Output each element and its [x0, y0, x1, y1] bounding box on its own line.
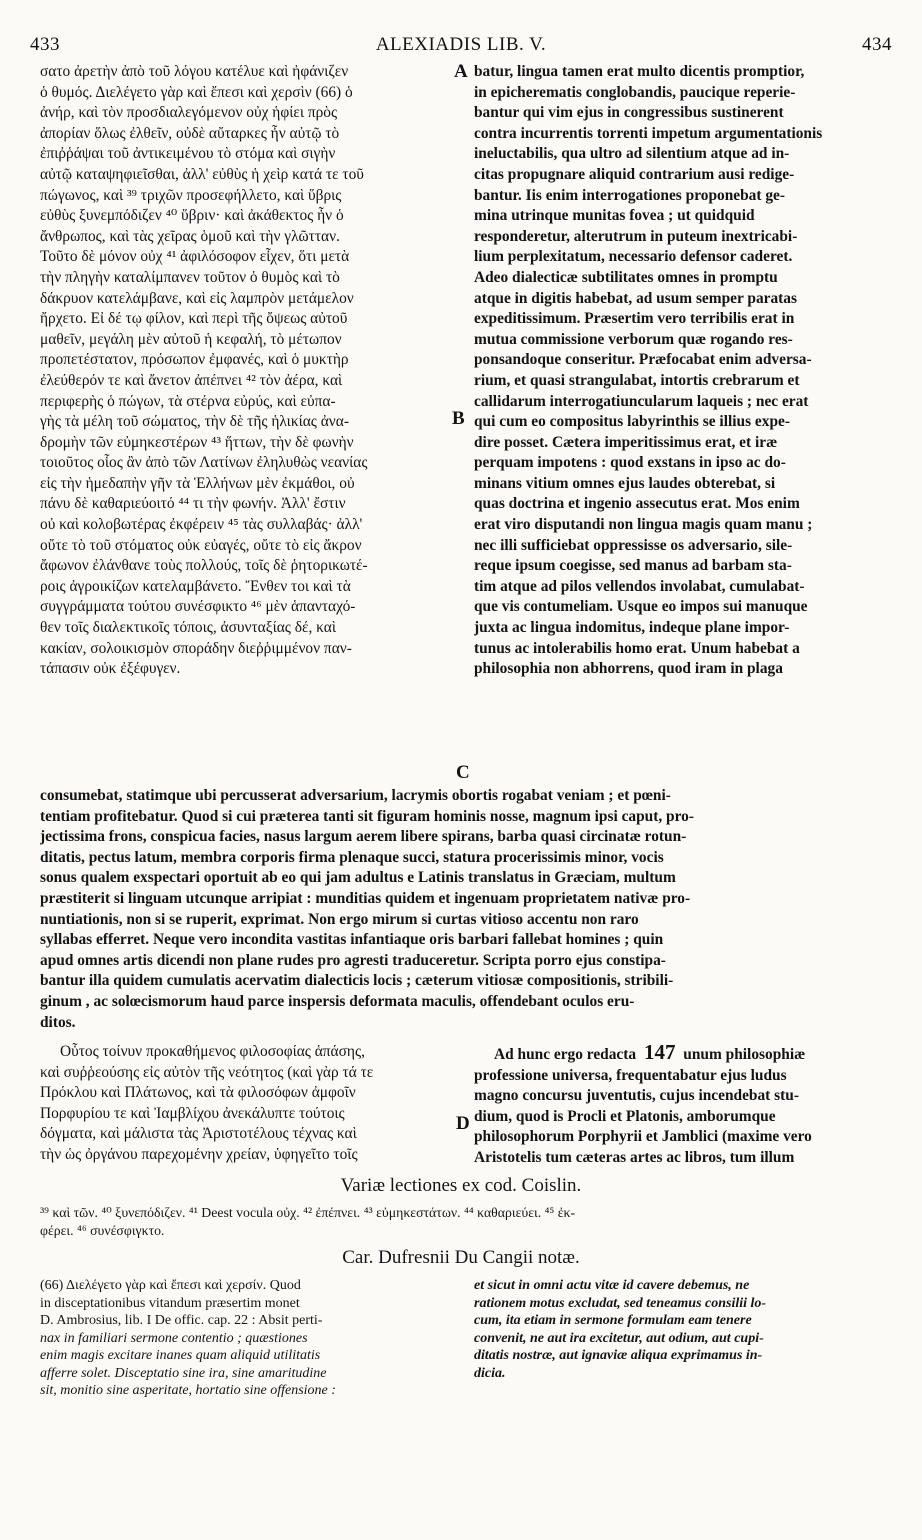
text-line: tentiam profitebatur. Quod si cui præterea tanti sit figuram hominis nosse, magnum ipsi caput, pro-	[40, 807, 694, 825]
text-line: nuntiationis, non si se ruperit, exprimat. Non ergo mirum si curtas vitioso accentu non raro	[40, 910, 639, 928]
text-line	[474, 1042, 888, 1066]
text-line: εἰς τὴν ἡμεδαπὴν γῆν τὰ Ἑλλήνων μὲν ἐκμάθοι, οὐ	[40, 474, 355, 492]
text-line: mina utrinque munitas fovea ; ut quidquid	[474, 207, 755, 225]
text-line: citas propugnare aliquid contrarium ausi redige-	[474, 165, 795, 183]
page-reference-number: 147	[643, 1042, 676, 1064]
notae-title: Car. Dufresnii Du Cangii notæ.	[342, 1247, 580, 1268]
running-title: ALEXIADIS LIB. V.	[375, 34, 547, 55]
text-line: bantur illa quidem cumulatis acervatim dialecticis locis ; cæterum vitiosæ compositionis, stribili-	[40, 972, 674, 990]
text-line: dire posset. Cætera imperitissimus erat, et iræ	[474, 433, 778, 451]
text-line: οὐ καὶ κολοβωτέρας ἐκφέρειν ⁴⁵ τὰς συλλαβάς· ἀλλ'	[40, 516, 363, 534]
text-line: Οὗτος τοίνυν προκαθήμενος φιλοσοφίας ἁπάσης,	[60, 1043, 365, 1060]
text-line: ἤρχετο. Εἰ δέ τῳ φίλον, καὶ περὶ τῆς ὄψεως αὐτοῦ	[40, 310, 348, 328]
text-line: præstiterit si linguam utcunque arripiat : munditias quidem et ingenuam proprietatem nativæ pro-	[40, 889, 691, 907]
text-line: D. Ambrosius, lib. I De offic. cap. 22 : Absit perti-	[40, 1313, 323, 1328]
text-line: (66) Διελέγετο γὰρ καὶ ἔπεσι καὶ χερσίν. Quod	[40, 1278, 301, 1293]
text-line: δρομὴν τῶν εὐμηκεστέρων ⁴³ ἥττων, τὴν δὲ φωνὴν	[40, 433, 354, 451]
text-line: ἐλεύθερόν τε καὶ ἄνετον ἀπέπνει ⁴² τὸν ἀέρα, καὶ	[40, 371, 343, 389]
text-line: Τοῦτο δὲ μόνον οὐχ ⁴¹ ἀφιλόσοφον εἶχεν, ὅτι μετὰ	[40, 248, 350, 266]
latin-full-width-paragraph	[40, 786, 888, 1033]
text-line: καὶ συῤῥεούσης εἰς αὐτὸν τῆς νεότητος (καὶ γὰρ τά τε	[40, 1063, 374, 1081]
text-line: cum, ita etiam in sermone formulam eam tenere	[474, 1313, 752, 1328]
text-line: tim atque ad pilos vellendos involabat, cumulabat-	[474, 577, 805, 595]
text-line: πάνυ δὲ καθαριεύοιτό ⁴⁴ τι τὴν φωνήν. Ἀλλ' ἔστιν	[40, 495, 346, 513]
text-line: convenit, ne aut ira excitetur, aut odium, aut cupi-	[474, 1330, 764, 1346]
text-line: ineluctabilis, qua ultro ad silentium atque ad in-	[474, 145, 790, 163]
text-line: batur, lingua tamen erat multo dicentis promptior,	[474, 63, 805, 80]
text-line: syllabas efferret. Neque vero incondita vastitas infantiaque oris barbari fallebat homines ; quin	[40, 931, 664, 949]
text-line: nax in familiari sermone contentio ; quæstiones	[40, 1330, 308, 1346]
text-line: Adeo dialecticæ subtilitates omnes in promptu	[474, 268, 778, 286]
text-line: εὐθὺς ξυνεμπόδιζεν ⁴⁰ ὕβριν· καὶ ἀκάθεκτος ἦν ὁ	[40, 207, 344, 225]
text-line: jectissima frons, conspicua facies, nasus largum aerem libere spirans, barba quasi circinatæ rotun-	[40, 828, 687, 846]
text-line: mutua commissione verborum quæ rogando res-	[474, 330, 793, 348]
text-line: ἐπιῤῥάψαι τοῦ ἀντικειμένου τὸ στόμα καὶ σιγὴν	[40, 145, 336, 163]
text-line: ditos.	[40, 1013, 76, 1031]
text-line: philosophia non abhorrens, quod iram in plaga	[474, 660, 783, 678]
text-line: τάπασιν οὐκ ἐξέφυγεν.	[40, 660, 181, 678]
margin-marker-c: C	[456, 762, 470, 783]
greek-column-2	[40, 1042, 454, 1166]
text-line: sonus qualem exspectari oportuit ab eo qui jam adultus e Latinis translatus in Græciam, multum	[40, 869, 676, 887]
text-line: γὴς τὰ μέλη τοῦ σώματος, τὴν δὲ τῆς ἡλικίας ἀνα-	[40, 413, 349, 431]
text-line: Πορφυρίου τε καὶ Ἰαμβλίχου ἀνεκάλυπτε τούτοις	[40, 1104, 345, 1122]
text-line: bantur. Iis enim interrogationes proponebat ge-	[474, 186, 785, 204]
text-line: τοιοῦτος οἷος ἂν ἀπὸ τῶν Λατίνων ἐληλυθὼς νεανίας	[40, 454, 368, 472]
text-line: κακίαν, σολοικισμὸν σποράδην διεῤῥιμμένον παν-	[40, 639, 352, 657]
text-line: μαθεῖν, μεγάλη μὲν αὐτοῦ ἡ κεφαλή, τὸ μέτωπον	[40, 330, 342, 348]
text-line: bantur qui vim ejus in congressibus sustinerent	[474, 104, 784, 122]
text-line: responderetur, alterutrum in puteum inextricabi-	[474, 227, 798, 245]
text-line: οὔτε τὸ τοῦ στόματος οὐκ εὐαγές, οὔτε τὸ εἰς ἄκρον	[40, 536, 362, 554]
text-line: expeditissimum. Præsertim vero terribilis erat in	[474, 310, 795, 328]
text-line: tunus ac intolerabilis homo erat. Unum habebat a	[474, 639, 800, 657]
text-fragment: Ad hunc ergo redacta	[494, 1046, 637, 1063]
text-line: προπετέστατον, πρόσωπον ἐμφανές, καὶ ὁ μυκτὴρ	[40, 351, 349, 369]
text-line: ditatis nostræ, aut ignaviæ aliqua exprimamus in-	[474, 1348, 763, 1363]
text-line: σατο ἀρετὴν ἀπὸ τοῦ λόγου κατέλυε καὶ ἠφάνιζεν	[40, 63, 349, 80]
text-line: ἄνθρωπος, καὶ τὰς χεῖρας ὁμοῦ καὶ τὴν γλῶτταν.	[40, 227, 340, 245]
text-line: reque ipsum coegisse, sed manus ad barbam sta-	[474, 557, 792, 575]
greek-column	[40, 62, 454, 680]
text-line: τὴν πληγὴν καταλίμπανεν τοῦτον ὁ θυμὸς καὶ τὸ	[40, 268, 340, 286]
text-line: ³⁹ καὶ τῶν. ⁴⁰ ξυνεπόδιζεν. ⁴¹ Deest vocula οὐχ. ⁴² ἐπέπνει. ⁴³ εὐμηκεστάτων. ⁴⁴ καθαριεύει. ⁴⁵ ἐκ-	[40, 1205, 576, 1220]
text-line: φέρει. ⁴⁶ συνέσφιγκτο.	[40, 1223, 165, 1238]
text-line: enim magis excitare inanes quam aliquid utilitatis	[40, 1348, 321, 1363]
text-line: τὴν ὡς ὀργάνου παρεχομένην χρείαν, ὑφηγεῖτο τοῖς	[40, 1145, 358, 1163]
text-line: Πρόκλου καὶ Πλάτωνος, καὶ τὰ φιλοσόφων ἀμφοῖν	[40, 1084, 356, 1102]
notae-right-column	[474, 1277, 888, 1382]
running-head	[30, 34, 892, 58]
text-line: afferre solet. Disceptatio sine ira, sine amaritudine	[40, 1365, 327, 1381]
text-line: et sicut in omni actu vitæ id cavere debemus, ne	[474, 1278, 750, 1293]
text-line: rationem motus excludat, sed teneamus consilii lo-	[474, 1295, 767, 1311]
text-line: Aristotelis tum cæteras artes ac libros, tum illum	[474, 1148, 795, 1166]
text-line: δάκρυον κατελάμβανε, καὶ εἰς λαμπρὸν μετάμελον	[40, 289, 354, 307]
text-fragment: unum philosophiæ	[683, 1046, 806, 1063]
text-line: professione universa, frequentabatur ejus ludus	[474, 1066, 787, 1084]
latin-column-2	[474, 1042, 888, 1169]
text-line: πώγωνος, καὶ ³⁹ τριχῶν προσεφήλλετο, καὶ ὕβρις	[40, 186, 342, 204]
text-line: atque in digitis habebat, ad usum semper paratas	[474, 289, 797, 307]
text-line: apud omnes artis dicendi non plane rudes pro agresti traduceretur. Scripta porro ejus constipa-	[40, 951, 666, 969]
text-line: ponsandoque conseritur. Præfocabat enim adversa-	[474, 351, 812, 369]
text-line: perquam impotens : quod exstans in ipso ac do-	[474, 454, 786, 472]
text-line: lium perplexitatum, necessario defensor caderet.	[474, 248, 793, 266]
text-line: rium, et quasi strangulabat, intortis crebrarum et	[474, 371, 800, 389]
text-line: θεν τοῖς διαλεκτικοῖς τόποις, ἀσυνταξίας δέ, καὶ	[40, 619, 336, 637]
text-line: in disceptationibus vitandum præsertim monet	[40, 1295, 300, 1311]
text-line: ὁ θυμός. Διελέγετο γὰρ καὶ ἔπεσι καὶ χερσὶν (66) ὁ	[40, 83, 353, 101]
notae-left-column	[40, 1277, 448, 1400]
variae-lectiones	[40, 1204, 892, 1240]
text-line: quas doctrina et ingenio assecutus erat. Mos enim	[474, 495, 800, 513]
page-number-right: 434	[862, 34, 892, 55]
text-line: συγγράμματα τούτου συνέσφικτο ⁴⁶ μὲν ἁπανταχό-	[40, 598, 356, 616]
text-line: minans vitium omnes ejus laudes obterebat, si	[474, 474, 776, 492]
variae-lectiones-title: Variæ lectiones ex cod. Coislin.	[340, 1175, 582, 1196]
text-line: dicia.	[474, 1365, 506, 1381]
text-line: ἀνήρ, καὶ τὸν προσδιαλεγόμενον οὐχ ἡφίει πρὸς	[40, 104, 338, 122]
text-line: αὐτῷ καταψηφιεῖσθαι, ἀλλ' εὐθὺς ἡ χεὶρ κατά τε τοῦ	[40, 165, 364, 183]
text-line: ditatis, pectus latum, membra corporis firma plenaque succi, statura procerissimis minor, vocis	[40, 848, 664, 866]
text-line: ginum , ac solœcismorum haud parce inspersis deformata maculis, offendebant oculos eru-	[40, 992, 635, 1010]
text-line: sit, monitio sine asperitate, hortatio sine offensione :	[40, 1383, 336, 1398]
text-line: in epicherematis conglobandis, paucique reperie-	[474, 83, 796, 101]
text-line: περιφερὴς ὁ πώγων, τὰ στέρνα εὐρύς, καὶ εὐπα-	[40, 392, 336, 410]
text-line: δόγματα, καὶ μάλιστα τὰς Ἀριστοτέλους τέχνας καὶ	[40, 1125, 357, 1143]
text-line: ἄφωνον ἐλάνθανε τοὺς πολλούς, τοῖς δὲ ῥητορικωτέ-	[40, 557, 368, 575]
text-line: nec illi sufficiebat oppressisse os adversario, sile-	[474, 536, 793, 554]
text-line: callidarum interrogatiuncularum laqueis ; nec erat	[474, 392, 809, 410]
text-line: ροις ἀγροικίζων κατελαμβάνετο. Ἔνθεν τοι καὶ τὰ	[40, 577, 351, 595]
page-number-left: 433	[30, 34, 60, 55]
text-line: juxta ac lingua indomitus, indeque plane impor-	[474, 619, 790, 637]
text-line: contra incurrentis torrenti impetum argumentationis	[474, 124, 823, 142]
margin-marker-a: A	[454, 61, 468, 82]
margin-marker-b: B	[452, 408, 465, 429]
text-line: erat viro disputandi non lingua magis quam manu ;	[474, 516, 813, 534]
text-line: ἀπορίαν ὅλως ἐλθεῖν, οὐδὲ αὔταρκες ἦν αὐτῷ τὸ	[40, 124, 340, 142]
margin-marker-d: D	[456, 1113, 470, 1134]
text-line: que vis contumeliam. Usque eo impos sui manuque	[474, 598, 808, 616]
text-line: magno concursu juventutis, cujus incendebat stu-	[474, 1087, 799, 1105]
text-line: philosophorum Porphyrii et Jamblici (maxime vero	[474, 1128, 812, 1146]
text-line: consumebat, statimque ubi percusserat adversarium, lacrymis obortis rogabat veniam ; et pœni-	[40, 787, 671, 804]
text-line: dium, quod is Procli et Platonis, amborumque	[474, 1107, 776, 1125]
text-line: qui cum eo compositus labyrinthis se illius expe-	[474, 413, 790, 431]
latin-column	[474, 62, 888, 680]
